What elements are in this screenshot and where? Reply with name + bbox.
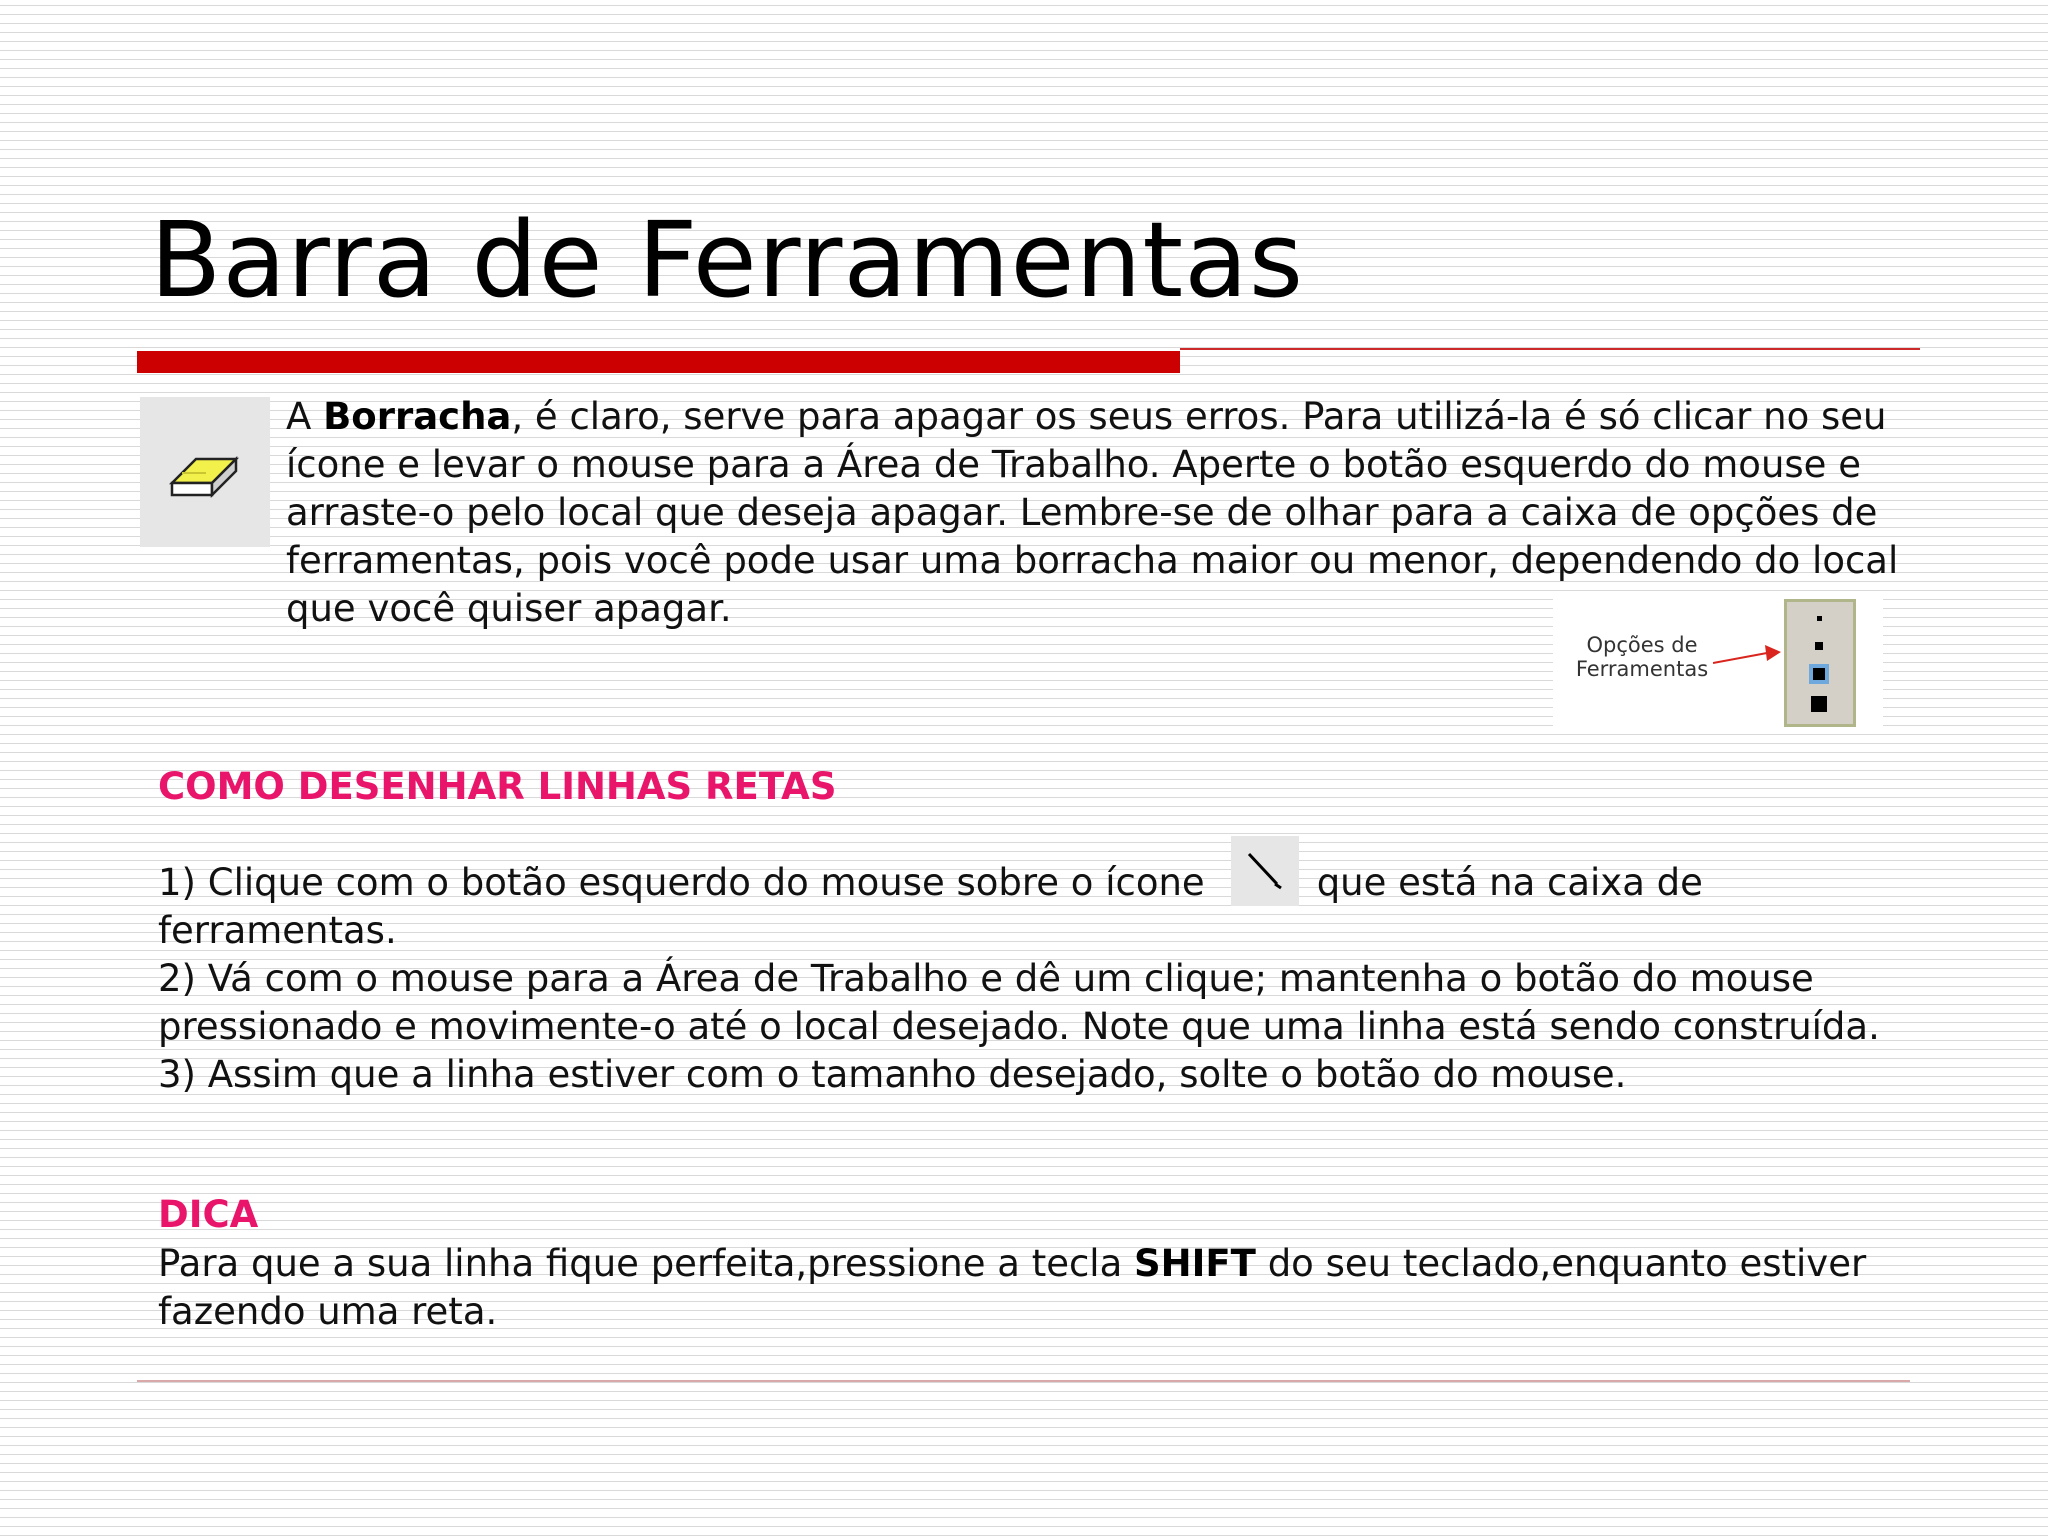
tip-heading: DICA bbox=[158, 1193, 259, 1236]
tool-options-figure bbox=[1553, 597, 1883, 734]
eraser-icon-box bbox=[140, 397, 270, 547]
eraser-tool-name: Borracha bbox=[323, 395, 512, 438]
eraser-size-medium[interactable] bbox=[1815, 642, 1823, 650]
step-2: 2) Vá com o mouse para a Área de Trabalho e dê um clique; mantenha o botão do mouse pressionado e movimente-o até o local desejado. Note que uma linha está sendo construída. bbox=[158, 957, 1880, 1048]
line-tool-icon-box bbox=[1231, 836, 1299, 906]
footer-rule bbox=[137, 1380, 1910, 1382]
tip-key: SHIFT bbox=[1134, 1242, 1256, 1285]
slide-title: Barra de Ferramentas bbox=[150, 199, 1305, 321]
title-underline-thick bbox=[137, 351, 1180, 373]
tip-before-key: Para que a sua linha fique perfeita,pressione a tecla bbox=[158, 1242, 1135, 1285]
tool-options-label bbox=[1567, 633, 1717, 681]
arrow-right-icon bbox=[1713, 641, 1783, 665]
tool-options-label-line1: Opções de bbox=[1586, 633, 1698, 657]
eraser-size-small[interactable] bbox=[1817, 616, 1822, 621]
title-underline-thin bbox=[1180, 348, 1920, 350]
eraser-size-xlarge[interactable] bbox=[1811, 696, 1827, 712]
eraser-body: , é claro, serve para apagar os seus erros. Para utilizá-la é só clicar no seu ícone e levar o mouse para a Área de Trabalho. Aperte o botão esquerdo do mouse e arraste-o pelo local que deseja apagar. Lembre-se de olhar para a caixa de opções de ferramentas, pois você pode usar uma borracha maior ou menor, dependendo do local que você quiser apagar. bbox=[286, 395, 1899, 630]
tool-options-label-line2: Ferramentas bbox=[1575, 657, 1709, 681]
step-1-before-icon: 1) Clique com o botão esquerdo do mouse sobre o ícone bbox=[158, 861, 1205, 904]
eraser-size-large[interactable] bbox=[1813, 668, 1825, 680]
step-3: 3) Assim que a linha estiver com o tamanho desejado, solte o botão do mouse. bbox=[158, 1053, 1627, 1096]
lines-heading: COMO DESENHAR LINHAS RETAS bbox=[158, 765, 837, 808]
step-1-after-icon: que está na caixa de ferramentas. bbox=[158, 861, 1703, 952]
tip-after-key: do seu teclado,enquanto estiver fazendo uma reta. bbox=[158, 1242, 1867, 1333]
tip-text bbox=[158, 1240, 1918, 1336]
tool-options-panel bbox=[1784, 599, 1856, 727]
eraser-intro: A bbox=[286, 395, 324, 438]
line-tool-icon bbox=[1231, 836, 1299, 906]
eraser-icon bbox=[168, 443, 242, 501]
lines-steps bbox=[158, 859, 1918, 1099]
step-1 bbox=[158, 859, 1918, 955]
